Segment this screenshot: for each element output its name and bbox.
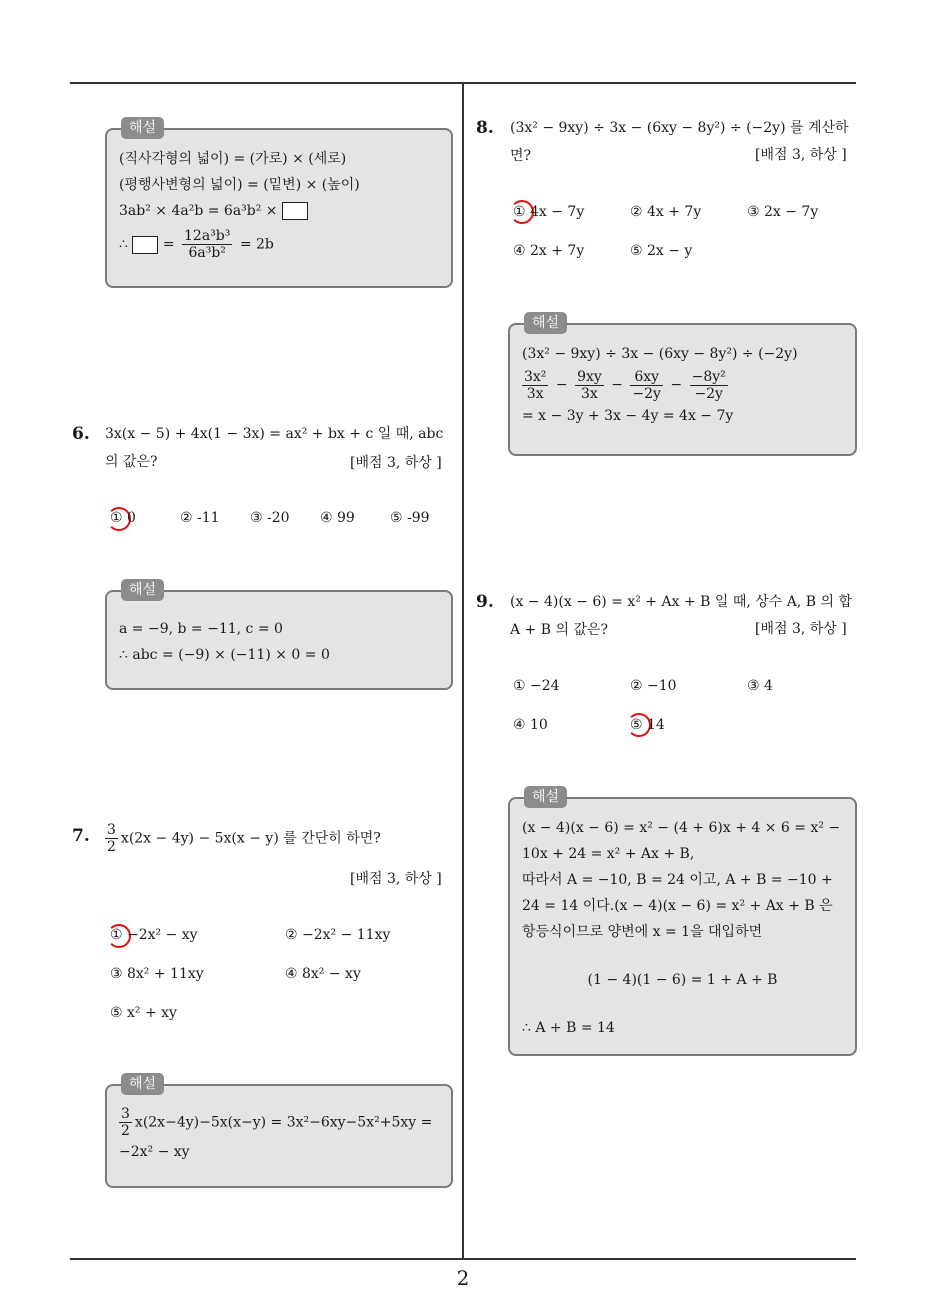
option-3[interactable]: ③ -20 xyxy=(250,510,290,526)
question-score: [배점 3, 하상 ] xyxy=(350,455,442,471)
option-4[interactable]: ④ 10 xyxy=(513,717,548,733)
question-text: 3x(x − 5) + 4x(1 − 3x) = ax² + bx + c 일 때, abc 의 값은? xyxy=(105,426,444,470)
solution-tab: 해설 xyxy=(121,1073,164,1095)
option-1[interactable]: ① 0 xyxy=(110,510,136,526)
option-4[interactable]: ④ 8x² − xy xyxy=(285,966,361,982)
solution-line: ∴ = $\frac{\text{12a³b³}}{\text{6a³b²}}$ = 2b xyxy=(119,228,274,261)
solution-line: 항등식이므로 양변에 x = 1을 대입하면 xyxy=(522,924,763,940)
solution-line: (x − 4)(x − 6) = x² − (4 + 6)x + 4 × 6 = x² − xyxy=(522,820,841,836)
column-divider xyxy=(462,84,464,1258)
solution-tab: 해설 xyxy=(524,312,567,334)
option-4[interactable]: ④ 99 xyxy=(320,510,355,526)
fraction: $\frac{3}{2}$ xyxy=(121,1106,130,1139)
fraction: $\frac{6xy}{-2y}$ xyxy=(632,368,661,402)
bottom-rule xyxy=(70,1258,856,1260)
solution-line: (3x² − 9xy) ÷ 3x − (6xy − 8y²) ÷ (−2y) xyxy=(522,346,798,362)
option-2[interactable]: ② -11 xyxy=(180,510,220,526)
solution-line: (1 − 4)(1 − 6) = 1 + A + B xyxy=(587,972,778,988)
option-1[interactable]: ① 4x − 7y xyxy=(513,204,585,220)
fraction: $\frac{\text{3x²}}{3x}$ xyxy=(524,368,547,402)
question-score: [배점 3, 하상 ] xyxy=(350,871,442,887)
blank-box xyxy=(132,236,158,254)
solution-tab: 해설 xyxy=(524,786,567,808)
solution-line: 24 = 14 이다.(x − 4)(x − 6) = x² + Ax + B 은 xyxy=(522,898,833,914)
solution-line: $\frac{3}{2}$ x(2x−4y)−5x(x−y) = 3x²−6xy−5x²+5xy = xyxy=(121,1106,433,1139)
option-2[interactable]: ② −10 xyxy=(630,678,677,694)
solution-line: 3ab² × 4a²b = 6a³b² × xyxy=(119,198,439,224)
fraction: $\frac{3}{2}$ xyxy=(107,822,116,855)
option-5[interactable]: ⑤ -99 xyxy=(390,510,430,526)
blank-box xyxy=(282,202,308,220)
option-2[interactable]: ② −2x² − 11xy xyxy=(285,927,391,943)
option-1[interactable]: ① −24 xyxy=(513,678,560,694)
question-number: 6. xyxy=(72,424,90,444)
option-3[interactable]: ③ 2x − 7y xyxy=(747,204,819,220)
fraction: $\frac{\text{−8y²}}{-2y}$ xyxy=(691,368,726,402)
q5-solution-box xyxy=(105,120,453,288)
question-text: (x − 4)(x − 6) = x² + Ax + B 일 때, 상수 A, B 의 합 A + B 의 값은? xyxy=(510,594,853,638)
fraction: $\frac{9xy}{3x}$ xyxy=(577,368,602,402)
q8-solution-box xyxy=(508,315,857,456)
option-3[interactable]: ③ 4 xyxy=(747,678,773,694)
question-score: [배점 3, 하상 ] xyxy=(755,147,847,163)
solution-tab: 해설 xyxy=(121,117,164,139)
solution-line: (직사각형의 넓이) = (가로) × (세로) xyxy=(119,151,347,167)
option-1[interactable]: ① −2x² − xy xyxy=(110,927,198,943)
solution-line: −2x² − xy xyxy=(119,1144,190,1160)
solution-line: a = −9, b = −11, c = 0 xyxy=(119,621,283,637)
question-number: 8. xyxy=(476,118,494,138)
option-5[interactable]: ⑤ 14 xyxy=(630,717,665,733)
page-number: 2 xyxy=(456,1266,470,1290)
solution-tab: 해설 xyxy=(121,579,164,601)
solution-line: = x − 3y + 3x − 4y = 4x − 7y xyxy=(522,408,734,424)
question-score: [배점 3, 하상 ] xyxy=(755,621,847,637)
solution-line: ∴ abc = (−9) × (−11) × 0 = 0 xyxy=(119,647,330,663)
option-4[interactable]: ④ 2x + 7y xyxy=(513,243,585,259)
option-2[interactable]: ② 4x + 7y xyxy=(630,204,702,220)
q9-solution-box xyxy=(508,789,857,1056)
question-number: 7. xyxy=(72,826,90,846)
question-text: $\frac{3}{2}$ x(2x − 4y) − 5x(x − y) 를 간단히 하면? xyxy=(107,822,381,855)
option-5[interactable]: ⑤ 2x − y xyxy=(630,243,693,259)
question-number: 9. xyxy=(476,592,494,612)
solution-line: 따라서 A = −10, B = 24 이고, A + B = −10 + xyxy=(522,872,833,888)
solution-line: 10x + 24 = x² + Ax + B, xyxy=(522,846,695,862)
solution-line: $\frac{\text{3x²}}{3x}$ − $\frac{9xy}{3x}$ − $\frac{6xy}{-2y}$ − $\frac{\text{−8y²}}{-2y}$ xyxy=(524,368,726,402)
fraction: $\frac{\text{12a³b³}}{\text{6a³b²}}$ xyxy=(184,228,231,261)
solution-line: ∴ A + B = 14 xyxy=(522,1020,615,1036)
q7-solution-box xyxy=(105,1076,453,1188)
option-5[interactable]: ⑤ x² + xy xyxy=(110,1005,177,1021)
q6-solution-box xyxy=(105,582,453,690)
question-text: (3x² − 9xy) ÷ 3x − (6xy − 8y²) ÷ (−2y) 를 계산하면? xyxy=(510,120,849,164)
solution-line: (평행사변형의 넓이) = (밑변) × (높이) xyxy=(119,177,360,193)
option-3[interactable]: ③ 8x² + 11xy xyxy=(110,966,204,982)
